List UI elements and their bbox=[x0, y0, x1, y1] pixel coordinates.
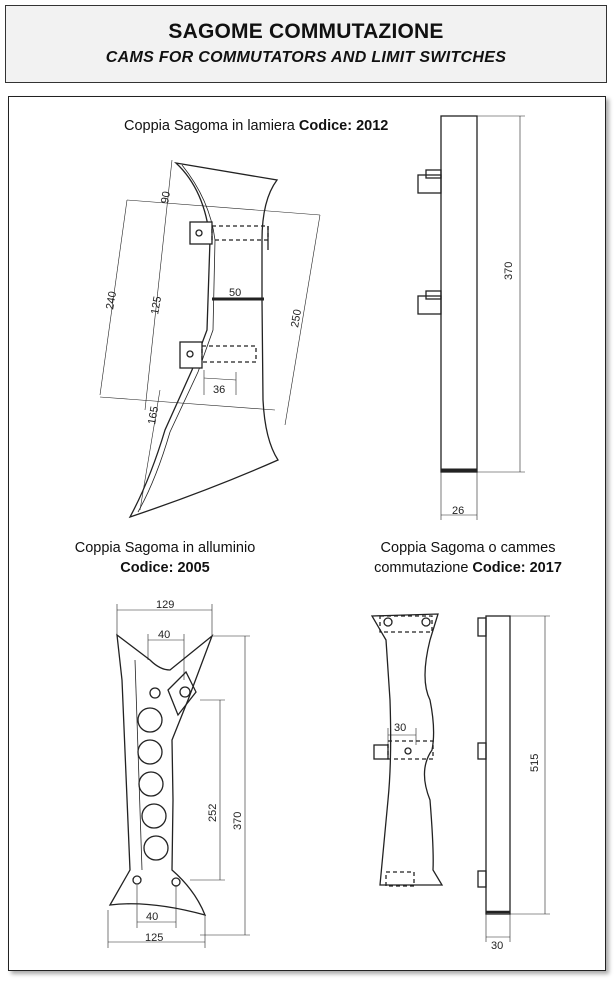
svg-text:36: 36 bbox=[213, 384, 226, 396]
svg-text:129: 129 bbox=[156, 599, 175, 611]
svg-text:252: 252 bbox=[207, 803, 219, 822]
caption-2005-code: Codice: 2005 bbox=[120, 560, 210, 576]
drawing-2012-side bbox=[418, 116, 477, 472]
drawing-2012-side-dimensions bbox=[441, 116, 525, 520]
drawing-2017-side-dimensions bbox=[486, 616, 550, 942]
svg-text:250: 250 bbox=[289, 308, 305, 329]
caption-2005-text: Coppia Sagoma in alluminio bbox=[74, 540, 256, 556]
svg-text:26: 26 bbox=[452, 505, 465, 517]
caption-2017-code: Codice: 2017 bbox=[472, 560, 562, 576]
svg-text:30: 30 bbox=[394, 722, 407, 734]
drawing-2017-side bbox=[478, 616, 510, 914]
page-subtitle: CAMS FOR COMMUTATORS AND LIMIT SWITCHES bbox=[105, 49, 507, 66]
svg-text:240: 240 bbox=[104, 290, 120, 311]
drawing-2012-front bbox=[130, 163, 278, 517]
caption-2012-code: Codice: 2012 bbox=[298, 118, 389, 134]
caption-2012-text: Coppia Sagoma in lamiera bbox=[124, 118, 295, 134]
svg-text:125: 125 bbox=[149, 295, 165, 316]
svg-text:370: 370 bbox=[503, 261, 515, 280]
svg-text:90: 90 bbox=[159, 190, 174, 205]
svg-text:370: 370 bbox=[232, 811, 244, 830]
svg-text:515: 515 bbox=[529, 753, 541, 772]
drawing-2005-dimensions bbox=[108, 604, 250, 948]
drawing-2005 bbox=[110, 635, 212, 915]
svg-text:165: 165 bbox=[146, 405, 162, 426]
svg-text:40: 40 bbox=[146, 911, 159, 923]
page-title: SAGOME COMMUTAZIONE bbox=[168, 20, 444, 43]
drawing-2017-front bbox=[372, 614, 442, 886]
caption-2017-text: Coppia Sagoma o cammes commutazione bbox=[374, 540, 556, 576]
svg-text:30: 30 bbox=[491, 940, 504, 952]
drawing-2012-dimensions bbox=[100, 160, 320, 510]
svg-text:40: 40 bbox=[158, 629, 171, 641]
svg-text:50: 50 bbox=[229, 287, 242, 299]
svg-text:125: 125 bbox=[145, 932, 164, 944]
